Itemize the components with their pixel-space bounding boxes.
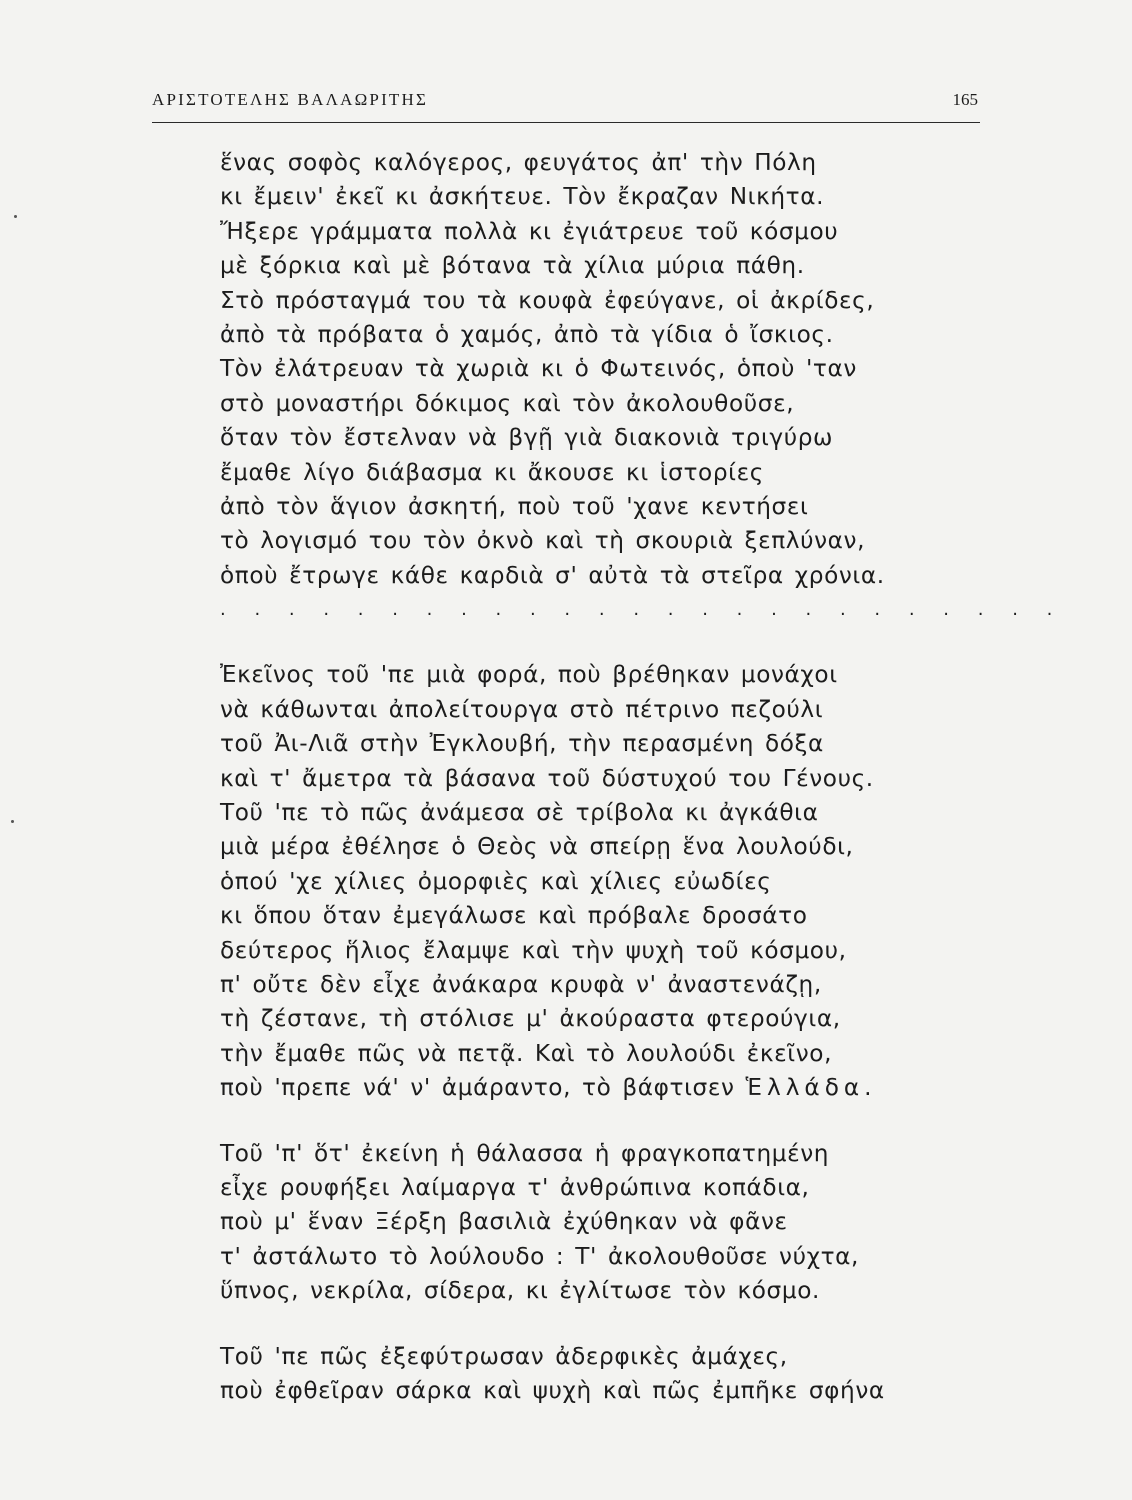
page-number: 165 [952, 90, 978, 109]
verse-line: ἀπὸ τὸν ἅγιον ἀσκητή, ποὺ τοῦ 'χανε κεντήσει [220, 492, 809, 520]
verse-line: τὸ λογισμό του τὸν ὀκνὸ καὶ τὴ σκουριὰ ξεπλύναν, [220, 527, 866, 555]
margin-speck [14, 215, 17, 218]
stanza-2 [220, 658, 920, 1105]
verse-line [220, 1071, 920, 1105]
verse-line: τ' ἀστάλωτο τὸ λούλουδο : Τ' ἀκολουθοῦσε νύχτα, [220, 1242, 860, 1270]
verse-line: ἔμαθε λίγο διάβασμα κι ἄκουσε κι ἱστορίες [220, 458, 764, 486]
verse-text: ποὺ 'πρεπε νά' ν' ἀμάραντο, τὸ βάφτισεν [220, 1074, 746, 1102]
verse-line: τὴν ἔμαθε πῶς νὰ πετᾷ. Καὶ τὸ λουλούδι ἐκεῖνο, [220, 1039, 833, 1067]
verse-line: Ἐκεῖνος τοῦ 'πε μιὰ φορά, ποὺ βρέθηκαν μονάχοι [220, 661, 838, 689]
verse-line: ποὺ μ' ἕναν Ξέρξη βασιλιὰ ἐχύθηκαν νὰ φᾶνε [220, 1208, 788, 1236]
verse-line: ἕνας σοφὸς καλόγερος, φευγάτος ἀπ' τὴν Πόλη [220, 149, 817, 176]
verse-line: τοῦ Ἀι-Λιᾶ στὴν Ἐγκλουβή, τὴν περασμένη δόξα [220, 730, 824, 758]
verse-line: ὁποὺ ἔτρωγε κάθε καρδιὰ σ' αὐτὰ τὰ στεῖρα χρόνια. [220, 561, 885, 589]
stanza-gap [220, 627, 920, 658]
verse-line: κι ὅπου ὅταν ἐμεγάλωσε καὶ πρόβαλε δροσάτο [220, 902, 808, 930]
verse-line: καὶ τ' ἄμετρα τὰ βάσανα τοῦ δύστυχού του Γένους. [220, 764, 874, 792]
stanza-gap [220, 1106, 920, 1137]
stanza-4 [220, 1340, 920, 1409]
verse-line: Ἤξερε γράμματα πολλὰ κι ἐγιάτρευε τοῦ κόσμου [220, 217, 839, 245]
verse-line: νὰ κάθωνται ἀπολείτουργα στὸ πέτρινο πεζούλι [220, 695, 824, 723]
page-header [152, 88, 980, 123]
verse-line: κι ἔμειν' ἐκεῖ κι ἀσκήτευε. Τὸν ἔκραζαν Νικήτα. [220, 183, 825, 211]
verse-line: δεύτερος ἥλιος ἔλαμψε καὶ τὴν ψυχὴ τοῦ κόσμου, [220, 936, 847, 964]
verse-line: εἶχε ρουφήξει λαίμαργα τ' ἀνθρώπινα κοπάδια, [220, 1173, 810, 1201]
verse-line: Στὸ πρόσταγμά του τὰ κουφὰ ἐφεύγανε, οἱ ἀκρίδες, [220, 286, 875, 314]
verse-line: μιὰ μέρα ἐθέλησε ὁ Θεὸς νὰ σπείρῃ ἕνα λουλούδι, [220, 833, 854, 861]
margin-speck [11, 820, 14, 823]
verse-line: Τοῦ 'πε πῶς ἐξεφύτρωσαν ἀδερφικὲς ἀμάχες, [220, 1342, 788, 1370]
verse-line: ποὺ ἐφθεῖραν σάρκα καὶ ψυχὴ καὶ πῶς ἐμπῆκε σφήνα [220, 1376, 885, 1404]
verse-line: τὴ ζέστανε, τὴ στόλισε μ' ἀκούραστα φτερούγια, [220, 1005, 841, 1033]
verse-line: π' οὔτε δὲν εἶχε ἀνάκαρα κρυφὰ ν' ἀναστενάζῃ, [220, 970, 822, 998]
hellas-name: Ἑλλάδα. [745, 1074, 877, 1102]
verse-line: ὁπού 'χε χίλιες ὀμορφιὲς καὶ χίλιες εὐωδίες [220, 867, 772, 895]
verse-line: ἀπὸ τὰ πρόβατα ὁ χαμός, ἀπὸ τὰ γίδια ὁ ἴσκιος. [220, 320, 834, 348]
verse-line: Τὸν ἐλάτρευαν τὰ χωριὰ κι ὁ Φωτεινός, ὁποὺ 'ταν [220, 355, 857, 383]
stanza-1 [220, 146, 920, 593]
verse-line: ὕπνος, νεκρίλα, σίδερα, κι ἐγλίτωσε τὸν κόσμο. [220, 1277, 820, 1305]
verse-line: μὲ ξόρκια καὶ μὲ βότανα τὰ χίλια μύρια πάθη. [220, 252, 805, 280]
verse-line: στὸ μοναστήρι δόκιμος καὶ τὸν ἀκολουθοῦσε, [220, 389, 795, 417]
ellipsis-row: . . . . . . . . . . . . . . . . . . . . . . . . . [220, 599, 1063, 621]
stanza-3 [220, 1137, 920, 1309]
stanza-gap [220, 1309, 920, 1340]
running-title: ΑΡΙΣΤΟΤΕΛΗΣ ΒΑΛΑΩΡΙΤΗΣ [152, 90, 429, 109]
verse-line: Τοῦ 'πε τὸ πῶς ἀνάμεσα σὲ τρίβολα κι ἀγκάθια [220, 799, 819, 827]
verse-line: ὅταν τὸν ἔστελναν νὰ βγῇ γιὰ διακονιὰ τριγύρω [220, 424, 834, 452]
poem-text [220, 146, 1063, 1408]
verse-line: Τοῦ 'π' ὅτ' ἐκείνη ἡ θάλασσα ἡ φραγκοπατημένη [220, 1139, 830, 1167]
